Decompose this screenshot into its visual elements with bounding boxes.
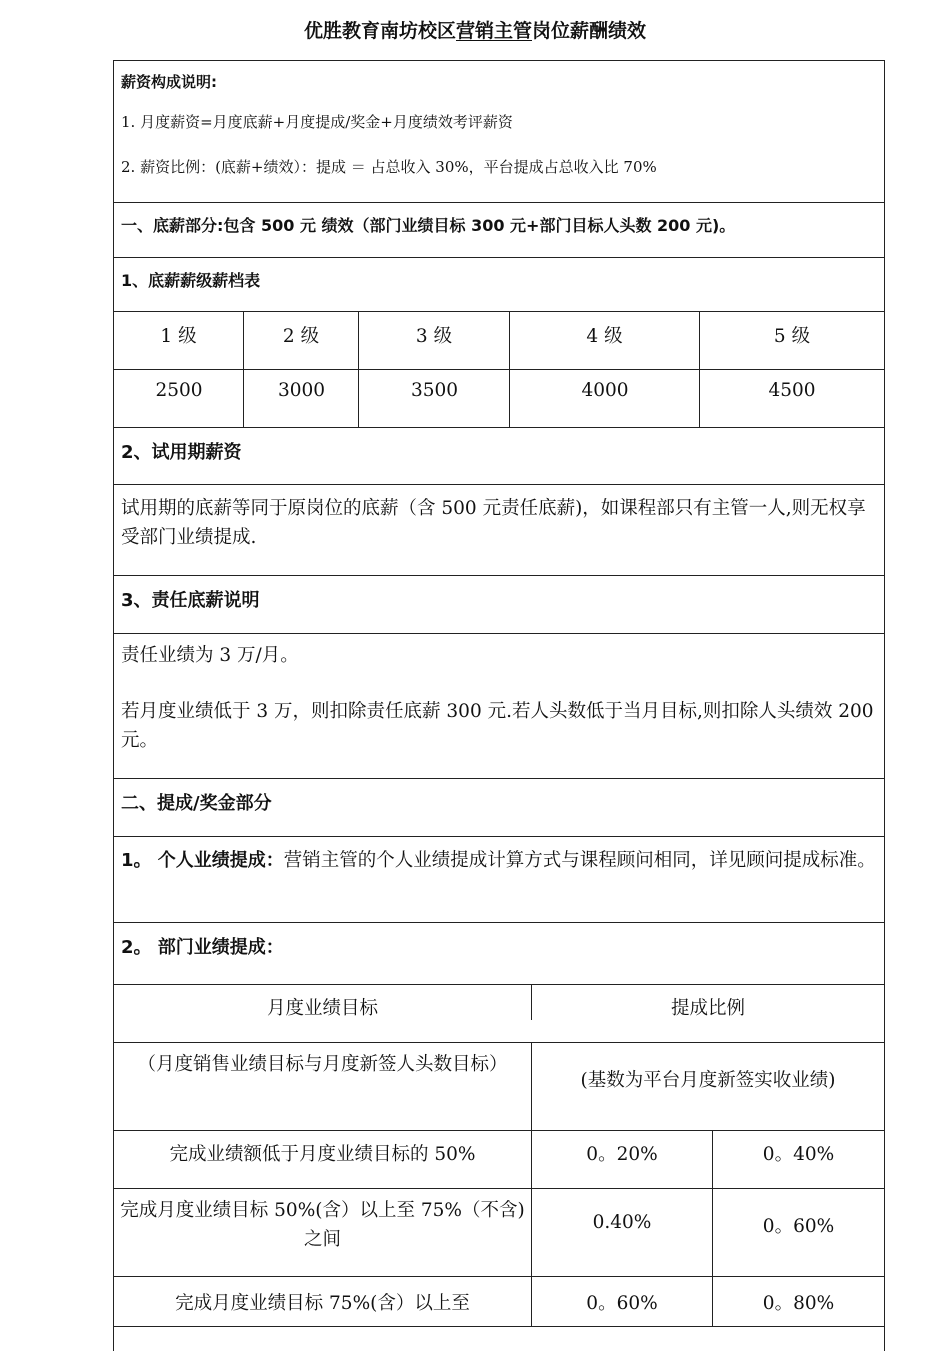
base-salary-heading: 一、底薪部分:包含 500 元 绩效（部门业绩目标 300 元+部门目标人头数 200 元)。 [121,216,736,235]
probation-text: 试用期的底薪等同于原岗位的底薪（含 500 元责任底薪)，如课程部只有主管一人,则无权享受部门业绩提成. [121,498,866,548]
monthly-target-header: 月度业绩目标 [114,985,532,1020]
level-cell: 1 级 [114,312,244,348]
rate-b-cell: 0。40% [762,1144,835,1165]
department-table-subheader-row [114,1043,884,1131]
level-cell: 4 级 [510,312,700,348]
salary-intro-section [114,61,884,203]
salary-intro-item-1: 1. 月度薪资=月度底薪+月度提成/奖金+月度绩效考评薪资 [121,113,513,131]
target-cell: 完成业绩额低于月度业绩目标的 50% [114,1131,532,1188]
level-table-heading: 1、底薪薪级薪档表 [121,271,261,290]
base-salary-section [114,203,884,258]
personal-commission-label: 1。 个人业绩提成： [121,850,284,871]
table-row [114,1277,884,1327]
responsibility-heading: 3、责任底薪说明 [121,590,260,611]
commission-section-row [114,779,884,837]
responsibility-line-2: 若月度业绩低于 3 万，则扣除责任底薪 300 元.若人头数低于当月目标,则扣除人头绩效 200 元。 [121,701,874,751]
amount-cell: 2500 [155,380,203,401]
monthly-target-subheader: （月度销售业绩目标与月度新签人头数目标） [114,1043,532,1130]
title-underlined: 营销主管 [455,20,532,42]
rate-a-cell: 0。60% [532,1277,713,1326]
commission-rate-subheader: (基数为平台月度新签实收业绩) [580,1070,836,1091]
level-table-heading-row [114,258,884,312]
probation-text-row [114,485,884,576]
amount-cell: 4000 [581,380,629,401]
responsibility-line-1: 责任业绩为 3 万/月。 [121,645,299,666]
amount-cell: 3000 [277,380,326,401]
personal-commission-row [114,837,884,923]
level-cell: 3 级 [359,312,510,348]
responsibility-heading-row [114,576,884,634]
table-row [114,1189,884,1277]
rate-a-cell: 0.40% [532,1189,713,1276]
department-commission-heading-row [114,923,884,985]
table-row [114,1131,884,1189]
page-title [0,18,950,44]
target-cell: 完成月度业绩目标 75%(含）以上至 [114,1277,532,1326]
rate-b-cell: 0。60% [762,1216,835,1237]
title-prefix: 优胜教育南坊校区 [303,20,456,42]
level-cell: 2 级 [244,312,359,348]
department-commission-heading: 2。 部门业绩提成： [121,937,284,958]
rate-b-cell: 0。80% [762,1293,835,1314]
probation-heading: 2、试用期薪资 [121,442,242,463]
probation-heading-row [114,428,884,485]
level-names-row [114,312,884,370]
salary-intro-item-2: 2. 薪资比例：(底薪+绩效）：提成 ＝ 占总收入 30%，平台提成占总收入比 70% [121,158,657,176]
commission-heading: 二、提成/奖金部分 [121,793,272,814]
commission-rate-header: 提成比例 [670,998,745,1019]
salary-document-table [113,60,885,1351]
amount-cell: 3500 [410,380,459,401]
rate-a-cell: 0。20% [532,1131,713,1188]
responsibility-text-row [114,634,884,779]
level-cell: 5 级 [773,326,811,347]
title-suffix: 岗位薪酬绩效 [532,20,647,42]
salary-intro-heading: 薪资构成说明: [121,73,217,91]
level-amounts-row [114,370,884,428]
personal-commission-desc: 营销主管的个人业绩提成计算方式与课程顾问相同，详见顾问提成标准。 [283,850,876,871]
target-cell: 完成月度业绩目标 50%(含）以上至 75%（不含)之间 [114,1189,532,1276]
personal-commission-text [114,846,884,875]
amount-cell: 4500 [768,380,816,401]
department-table-header-row [114,985,884,1043]
